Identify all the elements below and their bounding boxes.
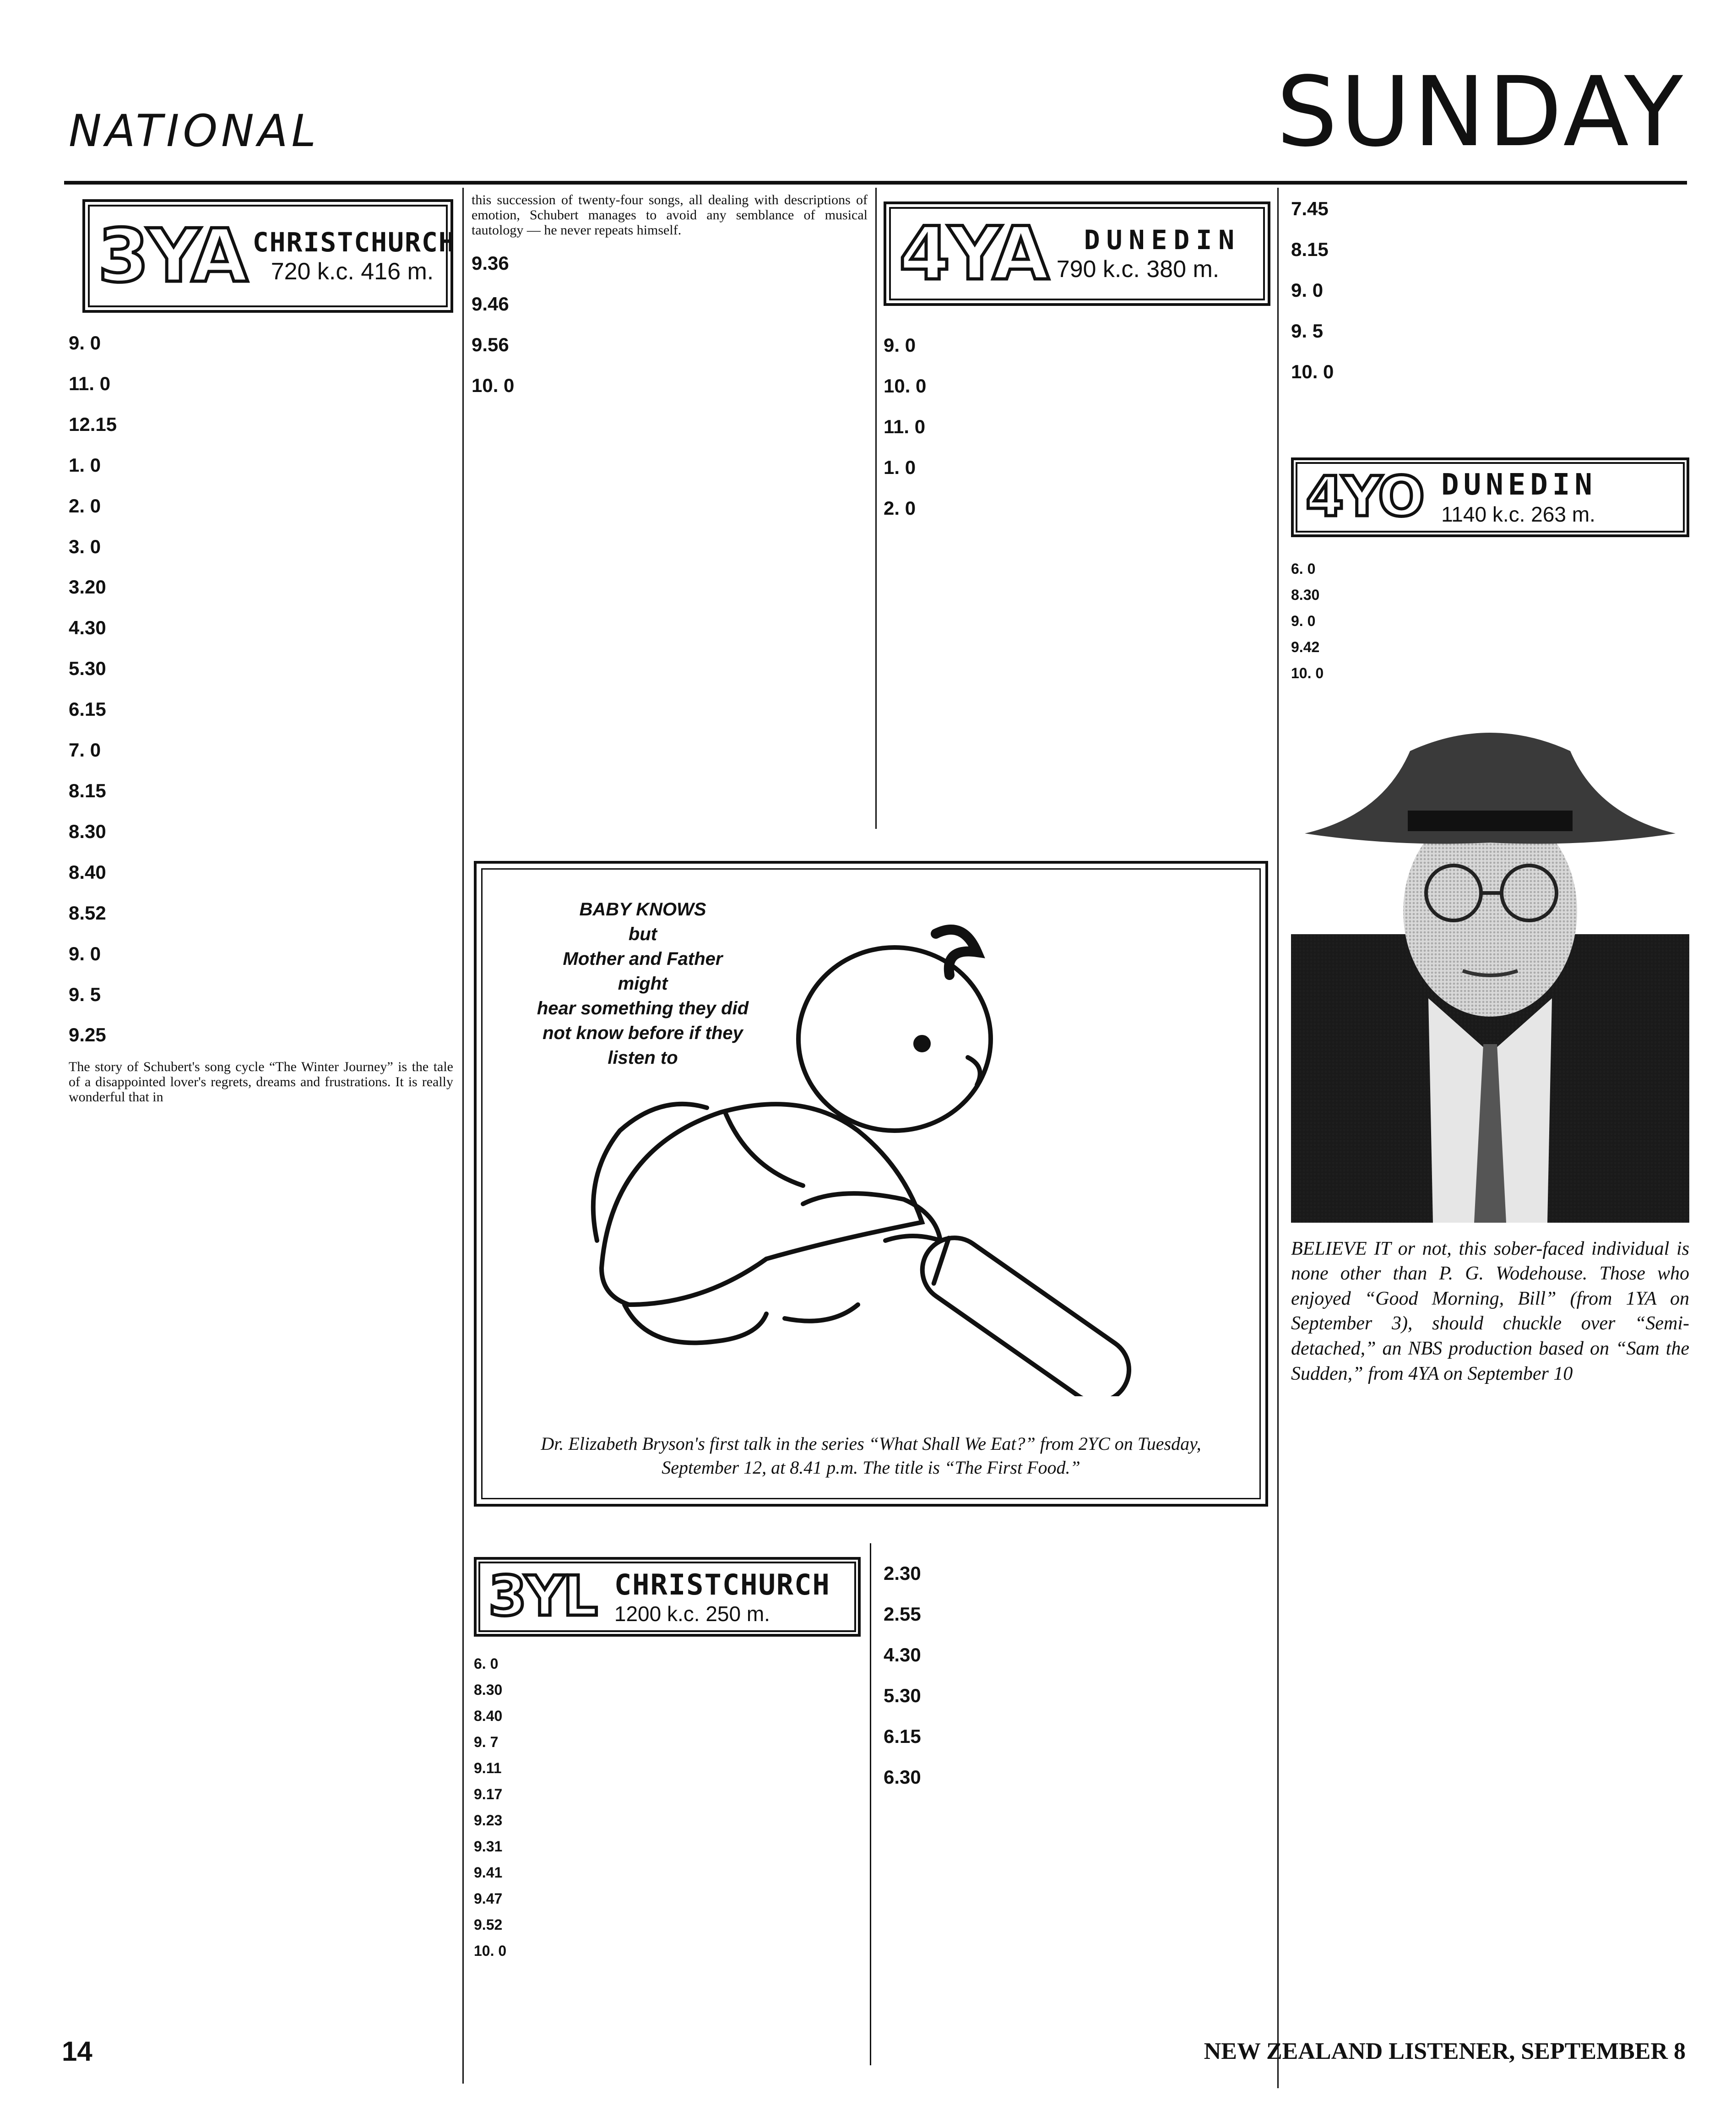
schedule-list	[884, 333, 1270, 521]
entry-time: 9. 0	[69, 332, 101, 354]
schedule-entry	[69, 738, 453, 762]
entry-time: 3. 0	[69, 535, 101, 557]
column-divider	[1277, 188, 1279, 2088]
entry-time: 1. 0	[884, 456, 916, 478]
entry-time: 2.55	[884, 1603, 921, 1625]
entry-time: 12.15	[69, 413, 117, 435]
schedule-entry	[1291, 638, 1689, 656]
schedule-entry	[69, 860, 453, 885]
entry-time: 11. 0	[884, 415, 926, 437]
cartoon-line: Mother and Father	[563, 949, 723, 969]
entry-time: 1. 0	[69, 454, 101, 476]
entry-time: 9. 0	[69, 942, 101, 964]
entry-time: 9.41	[474, 1864, 503, 1881]
schedule-entry	[884, 1725, 1270, 1749]
entry-time: 9.46	[472, 293, 509, 315]
page-number: 14	[62, 2036, 92, 2067]
entry-time: 6.15	[884, 1725, 921, 1747]
schedule-entry	[474, 1838, 861, 1856]
entry-time: 9.17	[474, 1786, 503, 1803]
frequency: 1200 k.c. 250 m.	[614, 1601, 770, 1626]
col-3ya-cont	[472, 192, 868, 414]
schedule-entry	[884, 1643, 1270, 1667]
entry-time: 2.30	[884, 1562, 921, 1584]
entry-time: 6. 0	[1291, 560, 1316, 577]
schedule-entry	[69, 575, 453, 599]
entry-time: 7. 0	[69, 739, 101, 761]
schedule-entry	[884, 1684, 1270, 1708]
schedule-entry	[474, 1733, 861, 1751]
entry-time: 8.15	[1291, 238, 1329, 260]
schedule-entry	[884, 456, 1270, 480]
entry-time: 8.40	[69, 861, 106, 883]
schedule-entry	[69, 1023, 453, 1047]
article-note: The story of Schubert's song cycle “The Winter Journey” is the tale of a disappointed lover's regrets, dreams and frustrations. It is really wonderful that in	[69, 1059, 453, 1105]
entry-time: 2. 0	[884, 497, 916, 519]
entry-time: 5.30	[69, 658, 106, 680]
cartoon-line: but	[628, 924, 657, 944]
schedule-entry	[884, 496, 1270, 521]
schedule-entry	[69, 535, 453, 559]
callsign: 3YA	[98, 213, 246, 299]
schedule-entry	[472, 292, 868, 316]
schedule-list	[1291, 197, 1689, 384]
entry-time: 9. 5	[1291, 320, 1324, 342]
schedule-entry	[69, 372, 453, 396]
city: CHRISTCHURCH	[252, 227, 456, 258]
entry-time: 9.56	[472, 333, 509, 355]
cartoon-line: not know before if they	[542, 1023, 743, 1043]
schedule-entry	[474, 1707, 861, 1725]
schedule-entry	[1291, 278, 1689, 303]
schedule-entry	[884, 333, 1270, 358]
entry-time: 9.23	[474, 1812, 503, 1829]
entry-time: 8.52	[69, 902, 106, 924]
cartoon-line: listen to	[608, 1048, 678, 1068]
frequency: 790 k.c. 380 m.	[1056, 256, 1220, 283]
column-divider	[462, 188, 464, 2084]
schedule-entry	[69, 983, 453, 1007]
cartoon-line: BABY KNOWS	[579, 899, 706, 920]
entry-time: 9. 0	[1291, 279, 1324, 301]
station-header-3yl	[474, 1557, 861, 1637]
entry-time: 6.15	[69, 698, 106, 720]
schedule-list	[472, 251, 868, 398]
schedule-entry	[472, 251, 868, 276]
entry-time: 9.25	[69, 1024, 106, 1046]
column-divider	[875, 188, 877, 829]
schedule-entry	[884, 1602, 1270, 1627]
schedule-entry	[69, 331, 453, 355]
callsign: 4YO	[1306, 465, 1423, 529]
entry-time: 7.45	[1291, 198, 1329, 219]
schedule-entry	[69, 494, 453, 518]
schedule-entry	[474, 1759, 861, 1777]
schedule-entry	[472, 333, 868, 357]
entry-time: 8.15	[69, 779, 106, 801]
station-header-4ya	[884, 201, 1270, 306]
article-note-cont: this succession of twenty-four songs, all dealing with descriptions of emotion, Schubert manages to avoid any semblance of musical tautology — he never repeats himself.	[472, 192, 868, 238]
entry-time: 9.36	[472, 252, 509, 274]
col-3yl-right	[884, 1562, 1270, 1806]
schedule-entry	[69, 453, 453, 478]
entry-time: 6.30	[884, 1766, 921, 1788]
station-header-3ya	[82, 199, 456, 313]
baby-drawing	[510, 893, 1242, 1396]
schedule-entry	[884, 1562, 1270, 1586]
entry-time: 9. 7	[474, 1734, 499, 1751]
col-4ya	[884, 201, 1270, 537]
schedule-entry	[69, 942, 453, 966]
cartoon-line: hear something they did	[537, 998, 749, 1018]
col-4ya-cont	[1291, 197, 1689, 1386]
schedule-entry	[1291, 197, 1689, 221]
schedule-entry	[474, 1916, 861, 1934]
day-title: SUNDAY	[1276, 56, 1686, 168]
entry-time: 5.30	[884, 1684, 921, 1706]
schedule-entry	[69, 901, 453, 925]
entry-time: 8.40	[474, 1708, 503, 1725]
city: DUNEDIN	[1084, 224, 1241, 256]
schedule-list	[884, 1562, 1270, 1789]
schedule-entry	[1291, 612, 1689, 630]
callsign: 4YA	[899, 211, 1047, 296]
entry-time: 11. 0	[69, 372, 111, 394]
entry-time: 3.20	[69, 576, 106, 598]
entry-time: 4.30	[69, 617, 106, 639]
schedule-entry	[1291, 560, 1689, 578]
schedule-entry	[884, 415, 1270, 439]
schedule-list	[69, 331, 453, 1047]
entry-time: 10. 0	[884, 375, 927, 397]
portrait-image	[1291, 696, 1689, 1223]
entry-time: 8.30	[1291, 586, 1320, 603]
entry-time: 9.42	[1291, 638, 1320, 655]
section-title: NATIONAL	[69, 105, 320, 157]
cartoon-box	[474, 861, 1268, 1507]
entry-time: 10. 0	[1291, 360, 1334, 382]
schedule-entry	[884, 1765, 1270, 1790]
callsign: 3YL	[488, 1565, 596, 1628]
schedule-entry	[474, 1864, 861, 1882]
entry-time: 6. 0	[474, 1655, 499, 1672]
schedule-entry	[474, 1681, 861, 1699]
entry-time: 9.47	[474, 1890, 503, 1907]
city: CHRISTCHURCH	[614, 1568, 830, 1601]
schedule-entry	[69, 657, 453, 681]
city: DUNEDIN	[1441, 468, 1597, 502]
frequency: 1140 k.c. 263 m.	[1441, 502, 1595, 526]
cartoon-line: might	[618, 974, 668, 994]
frequency: 720 k.c. 416 m.	[271, 258, 434, 285]
schedule-entry	[69, 820, 453, 844]
entry-time: 4.30	[884, 1644, 921, 1666]
entry-time: 9.52	[474, 1916, 503, 1933]
schedule-entry	[69, 779, 453, 803]
cartoon-caption: Dr. Elizabeth Bryson's first talk in the series “What Shall We Eat?” from 2YC on Tuesday, September 12, at 8.41 p.m. The title is “The First Food.”	[541, 1433, 1201, 1478]
schedule-entry	[474, 1655, 861, 1673]
schedule-entry	[474, 1890, 861, 1908]
column-divider	[870, 1543, 871, 2065]
wodehouse-photo	[1291, 696, 1689, 1223]
schedule-entry	[1291, 360, 1689, 384]
photo-caption: BELIEVE IT or not, this sober-faced individual is none other than P. G. Wodehouse. Those who enjoyed “Good Morning, Bill” (from 1YA on September 3), should chuckle over “Semi-detached,” an NBS production based on “Sam the Sudden,” from 4YA on September 10	[1291, 1238, 1689, 1384]
schedule-entry	[474, 1812, 861, 1829]
entry-time: 9. 5	[69, 983, 101, 1005]
schedule-entry	[69, 413, 453, 437]
schedule-list	[474, 1655, 861, 1960]
entry-time: 10. 0	[1291, 664, 1324, 681]
entry-time: 8.30	[474, 1682, 503, 1698]
schedule-entry	[69, 697, 453, 722]
schedule-entry	[1291, 586, 1689, 604]
schedule-entry	[1291, 664, 1689, 682]
schedule-entry	[1291, 319, 1689, 343]
schedule-entry	[474, 1785, 861, 1803]
col-3ya	[69, 199, 456, 1105]
schedule-list	[1291, 560, 1689, 682]
schedule-entry	[472, 374, 868, 398]
schedule-entry	[1291, 238, 1689, 262]
schedule-entry	[474, 1942, 861, 1960]
entry-time: 10. 0	[474, 1943, 507, 1960]
schedule-entry	[884, 374, 1270, 398]
magazine-footer: NEW ZEALAND LISTENER, SEPTEMBER 8	[1204, 2038, 1686, 2064]
station-header-4yo	[1291, 457, 1689, 537]
entry-time: 9. 0	[1291, 612, 1316, 629]
entry-time: 2. 0	[69, 495, 101, 517]
schedule-entry	[69, 616, 453, 640]
col-3yl	[474, 1557, 861, 1968]
entry-time: 9.11	[474, 1760, 502, 1777]
entry-time: 10. 0	[472, 374, 515, 396]
entry-time: 9.31	[474, 1838, 503, 1855]
entry-time: 9. 0	[884, 334, 916, 356]
entry-time: 8.30	[69, 820, 106, 842]
header-rule	[64, 181, 1687, 185]
